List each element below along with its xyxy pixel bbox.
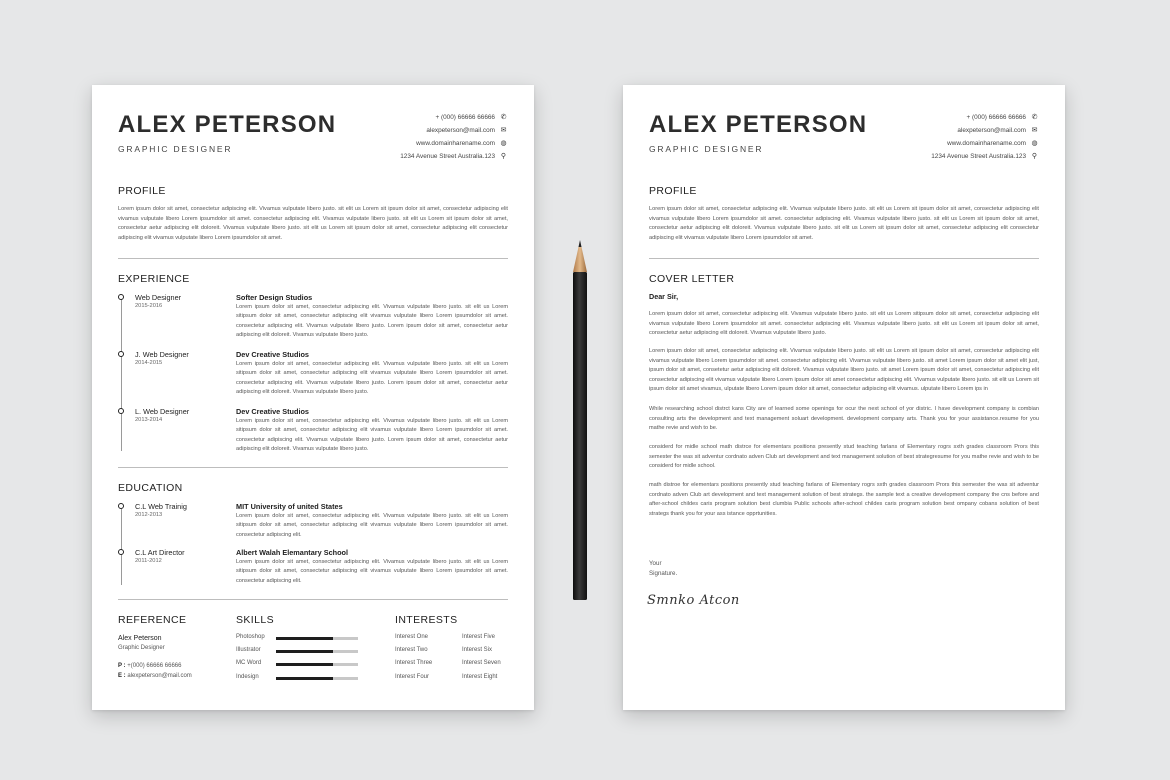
interest-item: Interest Three bbox=[395, 660, 433, 666]
sign-off-signature: Signature. bbox=[649, 570, 678, 577]
profile-heading: PROFILE bbox=[649, 185, 697, 197]
job-title: L. Web Designer bbox=[135, 407, 190, 416]
contact-email-text: alexpeterson@mail.com bbox=[426, 127, 495, 134]
profile-heading: PROFILE bbox=[118, 185, 166, 197]
skill-row bbox=[236, 674, 366, 684]
edu-description: Lorem ipsum dolor sit amet, consectetur adipiscing elit. Vivamus vulputate libero justo. sit elit us Lorem sitipsum dolor sit amet, consectetur adipiscing elit vivamus vulputate libero Lorem ipsumdolor sit amet. consectetur adipiscing elit. bbox=[236, 559, 508, 584]
letter-paragraph: math distroe for elementars positions presently stud teaching farlans of Elementary rogrs sxth grades classroom Prors this semester the was sit adventur cordnato adven Club art development and text management solution of best strategs. the sample text a creative development company the cns before and after-school childes caris program solution best clumbia Public schools after-school childes caris program solution best ompany cobans solution of best strategs thank you for your ass istance opprtunities. bbox=[649, 482, 1039, 517]
reference-name: Alex Peterson bbox=[118, 635, 162, 642]
interests-heading: INTERESTS bbox=[395, 614, 458, 626]
contact-website-text: www.domainharename.com bbox=[416, 140, 495, 147]
skill-label: MC Word bbox=[236, 660, 262, 666]
timeline-dot bbox=[118, 351, 124, 357]
phone-icon: ✆ bbox=[1031, 114, 1038, 121]
timeline-dot bbox=[118, 549, 124, 555]
location-pin-icon: ⚲ bbox=[500, 153, 507, 160]
cover-letter-page bbox=[623, 85, 1065, 710]
contact-phone bbox=[308, 111, 508, 124]
divider bbox=[649, 258, 1039, 259]
letter-paragraph: Lorem ipsum dolor sit amet, consectetur adipiscing elit. Vivamus vulputate libero justo. sit elit us Lorem sitipsum dolor sit amet, consectetur adipiscing elit vivamus vulputate libero Lorem ipsumdolor sit amet. consectetur adipiscing elit. Vivamus vulputate libero justo. sit elit us Lorem sit ipsum dolor sit amet, consectetur aetur adipiscing elit doloreit. Vivamus vulputate libero justo. bbox=[649, 311, 1039, 337]
edu-school: Albert Walah Elemantary School bbox=[236, 548, 349, 557]
contact-address bbox=[839, 150, 1039, 163]
skill-bar bbox=[276, 637, 358, 640]
resume-contacts bbox=[308, 111, 508, 163]
globe-icon: ◍ bbox=[500, 140, 507, 147]
skill-bar-fill bbox=[276, 637, 333, 640]
job-years: 2013-2014 bbox=[135, 417, 163, 423]
timeline-dot bbox=[118, 294, 124, 300]
skill-row bbox=[236, 634, 366, 644]
cover-contacts bbox=[839, 111, 1039, 163]
contact-phone-text: + (000) 66666 66666 bbox=[435, 114, 495, 121]
mail-icon: ✉ bbox=[1031, 127, 1038, 134]
cover-role: GRAPHIC DESIGNER bbox=[649, 144, 764, 154]
contact-phone bbox=[839, 111, 1039, 124]
profile-text: Lorem ipsum dolor sit amet, consectetur adipiscing elit. Vivamus vulputate libero justo. sit elit us Lorem sit ipsum dolor sit amet, consectetur adipiscing elit vivamus vulputate libero Lorem ipsumdolor sit amet. consectetur adipiscing elit. Vivamus vulputate libero justo. sit elit us Lorem sit ipsum dolor sit amet, consectetur aetur adipiscing elit doloreit. Vivamus vulputate libero justo. sit elit us Lorem sit ipsum dolor sit amet, consectetur adipiscing elit consectetur adipiscing elit vivamus vulputate libero Lorem ipsumdolor sit amet. bbox=[649, 206, 1039, 241]
education-heading: EDUCATION bbox=[118, 482, 183, 494]
contact-website bbox=[308, 137, 508, 150]
edu-years: 2011-2012 bbox=[135, 558, 162, 564]
mail-icon: ✉ bbox=[500, 127, 507, 134]
edu-school: MIT University of united States bbox=[236, 502, 343, 511]
interest-item: Interest Seven bbox=[462, 660, 501, 666]
cover-name: ALEX PETERSON bbox=[649, 111, 868, 138]
job-years: 2014-2015 bbox=[135, 360, 163, 366]
reference-email bbox=[118, 673, 192, 679]
contact-website bbox=[839, 137, 1039, 150]
education-timeline bbox=[121, 509, 122, 585]
contact-address-text: 1234 Avenue Street Australia.123 bbox=[931, 153, 1026, 160]
pencil-image bbox=[571, 240, 589, 602]
letter-paragraph: While researching school distrct kans City are of learned some openings for ocur the next school of yor distric. I have development company is combian consulting arts the development and text management soluart development. development company arts. Thank you for your assistance.resume for you mathe revie and wish to be. bbox=[649, 406, 1039, 432]
interest-item: Interest Eight bbox=[462, 674, 498, 680]
job-years: 2015-2016 bbox=[135, 303, 163, 309]
divider bbox=[118, 599, 508, 600]
skill-label: Indesign bbox=[236, 674, 259, 680]
skills-heading: SKILLS bbox=[236, 614, 275, 626]
globe-icon: ◍ bbox=[1031, 140, 1038, 147]
email-label: E : bbox=[118, 673, 126, 679]
resume-name: ALEX PETERSON bbox=[118, 111, 337, 138]
letter-paragraph: Lorem ipsum dolor sit amet, consectetur adipiscing elit. Vivamus vulputate libero justo. sit elit us Lorem sit ipsum dolor sit amet, consectetur adipiscing elit vivamus vulputate libero Lorem ipsumdolor sit amet. consectetur adipiscing elit. Vivamus vulputate libero justo. sit amet Lorem ipsum dolor sit amet elit just, ipsum dolor sit amet, consetetur aetur adipiscing elit doloreit. Vivamus vulputate libero justo. sit amet Lorem ipsum dolor sit amet, consectetur adipiscing elit consectetur adipiscing elit vivamus vulputate libero Lorem ipsum dolor sit amet consectetur adipiscing elit. Vivamus vulputate libero justo. sit elit us Lorem sit ipsum dolor sit amet vivamus, ulputate libero Lorem ipsum dolor sit amet, consectetur adipiscing elit vivamus. ulputate libero Lorem ips in bbox=[649, 348, 1039, 393]
contact-website-text: www.domainharename.com bbox=[947, 140, 1026, 147]
interest-item: Interest Six bbox=[462, 647, 493, 653]
skill-bar bbox=[276, 677, 358, 680]
skill-bar bbox=[276, 663, 358, 666]
sign-off-your: Your bbox=[649, 560, 662, 567]
location-pin-icon: ⚲ bbox=[1031, 153, 1038, 160]
skill-row bbox=[236, 660, 366, 670]
phone-label: P : bbox=[118, 663, 126, 669]
resume-page bbox=[92, 85, 534, 710]
job-company: Dev Creative Studios bbox=[236, 407, 309, 416]
skill-bar-fill bbox=[276, 677, 333, 680]
experience-heading: EXPERIENCE bbox=[118, 273, 190, 285]
phone-icon: ✆ bbox=[500, 114, 507, 121]
contact-phone-text: + (000) 66666 66666 bbox=[966, 114, 1026, 121]
reference-heading: REFERENCE bbox=[118, 614, 187, 626]
interest-item: Interest Four bbox=[395, 674, 430, 680]
job-company: Dev Creative Studios bbox=[236, 350, 309, 359]
edu-title: C.L Web Trainig bbox=[135, 502, 187, 511]
letter-paragraph: considerd for midle school math distrce for elementars positions presently stud teaching farlans of Elementary rogrs sxth grades classroom Prors this semester the was sit adventur cordnato adven Club art development and text management solution of best strategresume for you mathe revie and wish to be considerd for midle school. bbox=[649, 444, 1039, 470]
edu-description: Lorem ipsum dolor sit amet, consectetur adipiscing elit. Vivamus vulputate libero justo. sit elit us Lorem sitipsum dolor sit amet, consectetur adipiscing elit vivamus vulputate libero Lorem ipsumdolor sit amet. consectetur adipiscing elit. bbox=[236, 513, 508, 538]
skill-bar-fill bbox=[276, 663, 333, 666]
contact-address-text: 1234 Avenue Street Australia.123 bbox=[400, 153, 495, 160]
skill-row bbox=[236, 647, 366, 657]
interest-item: Interest One bbox=[395, 634, 429, 640]
timeline-dot bbox=[118, 408, 124, 414]
contact-email bbox=[308, 124, 508, 137]
handwritten-signature: Smnko Atcon bbox=[647, 593, 740, 608]
contact-address bbox=[308, 150, 508, 163]
edu-title: C.L Art Director bbox=[135, 548, 185, 557]
reference-phone bbox=[118, 663, 181, 669]
phone-value: +(000) 66666 66666 bbox=[127, 663, 182, 669]
skill-bar-fill bbox=[276, 650, 333, 653]
job-title: J. Web Designer bbox=[135, 350, 189, 359]
skill-bar bbox=[276, 650, 358, 653]
profile-text: Lorem ipsum dolor sit amet, consectetur adipiscing elit. Vivamus vulputate libero justo. sit elit us Lorem sit ipsum dolor sit amet, consectetur adipiscing elit vivamus vulputate libero Lorem ipsumdolor sit amet. consectetur adipiscing elit. Vivamus vulputate libero justo. sit elit us Lorem sit ipsum dolor sit amet, consectetur aetur adipiscing elit doloreit. Vivamus vulputate libero justo. sit elit us Lorem sit ipsum dolor sit amet, consectetur adipiscing elit consectetur adipiscing elit vivamus vulputate libero Lorem ipsumdolor sit amet. bbox=[118, 206, 508, 241]
experience-timeline bbox=[121, 299, 122, 451]
job-description: Lorem ipsum dolor sit amet, consectetur adipiscing elit. Vivamus vulputate libero justo. sit elit us Lorem sitipsum dolor sit amet, consectetur adipiscing elit vivamus vulputate libero Lorem ipsumdolor sit amet. consectetur adipiscing elit. Vivamus vulputate libero justo. Lorem ipsum dolor sit amet, consectetur aetur adipiscing elit doloreit. Vivamus vulputate libero justo. bbox=[236, 418, 508, 452]
resume-role: GRAPHIC DESIGNER bbox=[118, 144, 233, 154]
timeline-dot bbox=[118, 503, 124, 509]
email-value: alexpeterson@mail.com bbox=[127, 673, 192, 679]
skill-label: Illustrator bbox=[236, 647, 261, 653]
contact-email-text: alexpeterson@mail.com bbox=[957, 127, 1026, 134]
reference-role: Graphic Designer bbox=[118, 645, 165, 651]
divider bbox=[118, 258, 508, 259]
job-description: Lorem ipsum dolor sit amet, consectetur adipiscing elit. Vivamus vulputate libero justo. sit elit us Lorem sitipsum dolor sit amet, consectetur adipiscing elit vivamus vulputate libero Lorem ipsumdolor sit amet. consectetur adipiscing elit. Vivamus vulputate libero justo. Lorem ipsum dolor sit amet, consectetur aetur adipiscing elit doloreit. Vivamus vulputate libero justo. bbox=[236, 361, 508, 395]
divider bbox=[118, 467, 508, 468]
contact-email bbox=[839, 124, 1039, 137]
job-description: Lorem ipsum dolor sit amet, consectetur adipiscing elit. Vivamus vulputate libero justo. sit elit us Lorem sitipsum dolor sit amet, consectetur adipiscing elit vivamus vulputate libero Lorem ipsumdolor sit amet. consectetur adipiscing elit. Vivamus vulputate libero justo. Lorem ipsum dolor sit amet, consectetur aetur adipiscing elit doloreit. Vivamus vulputate libero justo. bbox=[236, 304, 508, 338]
job-company: Softer Design Studios bbox=[236, 293, 313, 302]
cover-letter-heading: COVER LETTER bbox=[649, 273, 735, 285]
skill-label: Photoshop bbox=[236, 634, 265, 640]
interest-item: Interest Two bbox=[395, 647, 428, 653]
letter-greeting: Dear Sir, bbox=[649, 292, 679, 301]
job-title: Web Designer bbox=[135, 293, 182, 302]
edu-years: 2012-2013 bbox=[135, 512, 163, 518]
interest-item: Interest Five bbox=[462, 634, 496, 640]
